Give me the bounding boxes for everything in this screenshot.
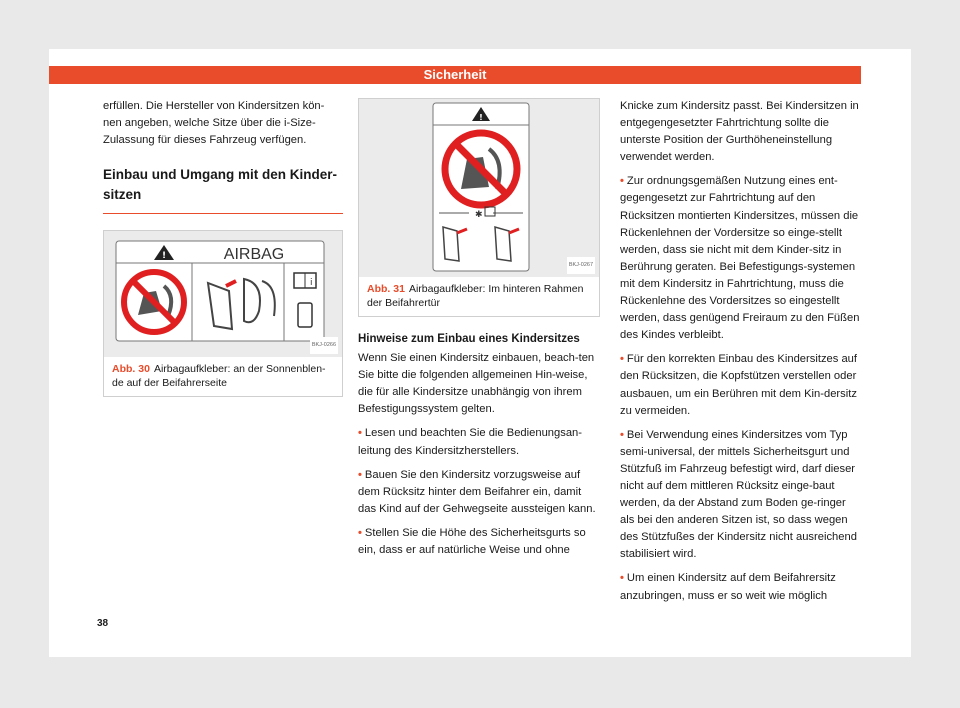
airbag-sticker-image	[104, 231, 342, 357]
svg-text:!: !	[161, 251, 167, 262]
list-item: • Um einen Kindersitz auf dem Beifahrersitz anzubringen, muss er so weit wie möglich	[620, 572, 836, 602]
bullet-icon: •	[358, 526, 362, 539]
svg-text:i: i	[310, 278, 313, 289]
page-number: 38	[97, 618, 109, 629]
list-item: • Bauen Sie den Kindersitz vorzugsweise auf dem Rücksitz hinter dem Beifahrer ein, damit das Kind auf der Gehwegseite aussteigen kann.	[358, 468, 596, 515]
list-item: • Für den korrekten Einbau des Kindersitzes auf den Rücksitzen, die Kopfstützen verstellen oder ausbauen, um ein Berühren mit dem Kin-dersitz zu vermeiden.	[620, 353, 858, 417]
sticker-airbag-text: AIRBAG	[223, 246, 285, 264]
bullet-icon: •	[620, 428, 624, 441]
paragraph: Wenn Sie einen Kindersitz einbauen, beach-ten Sie bitte die folgenden allgemeinen Hin-weise, die für alle Kindersitze unabhängig von ihrem Befestigungssystem gelten.	[358, 352, 595, 416]
person-airbag-icon: ✱	[475, 210, 483, 220]
figure-code: BKJ-0266	[310, 337, 338, 354]
bullet-icon: •	[358, 468, 362, 481]
list-item: • Zur ordnungsgemäßen Nutzung eines ent-gegengesetzt zur Fahrtrichtung auf den Rücksitzen montierten Kindersitzes, müssen die Rückenlehnen der Vordersitze so einge-stellt werden, dass sie nicht mit dem Kinder-sitz in Berührung geraten. Bei Befestigungs-systemen mit dem Kindersitz in Fahrtrichtung, muss die Rückenlehne des Vordersitzes so eingestellt werden, dass genügend Freiraum zu den Füßen des Kindes verbleibt.	[620, 175, 860, 342]
column-2	[358, 98, 600, 559]
column-3	[620, 98, 862, 605]
figure-caption-text: Airbagaufkleber: an der Sonnenblen-de auf der Beifahrerseite	[112, 363, 326, 389]
section-title: Einbau und Umgang mit den Kinder-sitzen	[103, 165, 343, 214]
column-1	[103, 98, 343, 397]
figure-30	[103, 230, 343, 397]
intro-paragraph: erfüllen. Die Hersteller von Kindersitzen kön-nen angeben, welche Sitze über die i-Size-Zulassung für dieses Fahrzeug verfügen.	[103, 100, 325, 147]
figure-caption	[359, 277, 599, 316]
figure-code: BKJ-0267	[567, 257, 595, 274]
svg-text:!: !	[479, 113, 483, 122]
bullet-icon: •	[620, 353, 624, 366]
figure-caption	[104, 357, 342, 396]
figure-31	[358, 98, 600, 317]
section-header: Sicherheit	[49, 66, 861, 84]
door-sticker-graphic	[359, 99, 599, 277]
figure-label: Abb. 31	[367, 283, 405, 295]
figure-caption-text: Airbagaufkleber: Im hinteren Rahmen der Beifahrertür	[367, 283, 584, 309]
bullet-icon: •	[620, 175, 624, 188]
door-sticker-image	[359, 99, 599, 277]
bullet-icon: •	[620, 572, 624, 585]
bullet-icon: •	[358, 427, 362, 440]
list-item: • Stellen Sie die Höhe des Sicherheitsgurts so ein, dass er auf natürliche Weise und ohne	[358, 526, 586, 557]
list-item: • Bei Verwendung eines Kindersitzes vom Typ semi-universal, der mittels Sicherheitsgurt und Stützfuß im Fahrzeug befestigt wird, darf dieser nicht auf dem mittleren Rücksitz einge-baut werden, da der Abstand zum Boden ge-ringer als bei den anderen Sitzen ist, so dass wegen des Stützfußes der Kindersitz nicht ausreichend stabilisiert wird.	[620, 428, 857, 561]
airbag-sticker-graphic	[104, 231, 342, 357]
list-item: • Lesen und beachten Sie die Bedienungsan-leitung des Kindersitzherstellers.	[358, 427, 583, 457]
paragraph: Knicke zum Kindersitz passt. Bei Kindersitzen in entgegengesetzter Fahrtrichtung sollte die unterste Position der Gurthöheneinstellung verwendet werden.	[620, 100, 859, 164]
figure-label: Abb. 30	[112, 363, 150, 376]
subheading: Hinweise zum Einbau eines Kindersitzes	[358, 333, 580, 345]
